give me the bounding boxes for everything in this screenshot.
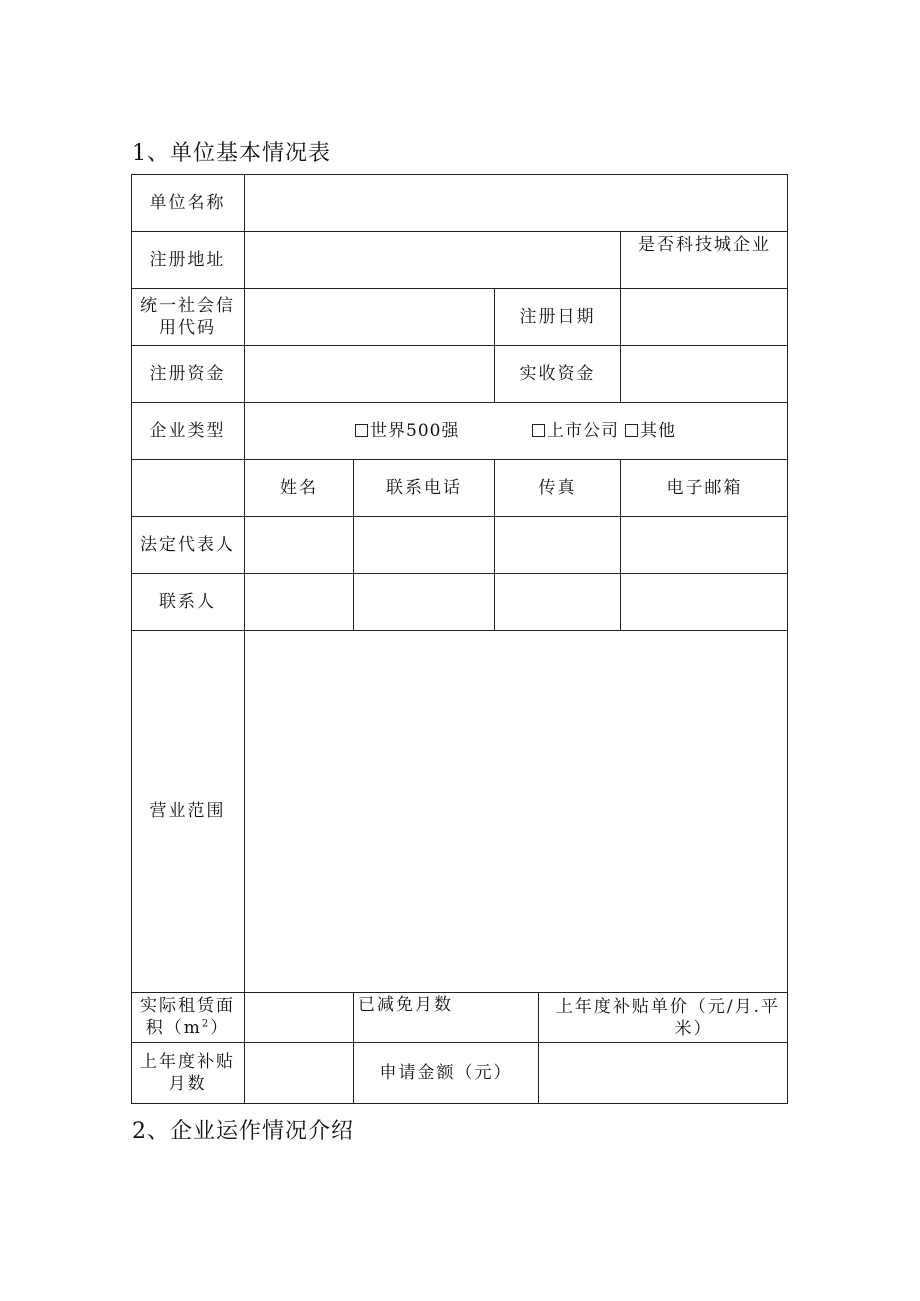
- reg-address-label: 注册地址: [149, 249, 226, 270]
- option-listed-company[interactable]: 上市公司: [532, 420, 619, 442]
- rent-area-label: [131, 992, 244, 1042]
- business-scope-field[interactable]: [245, 630, 788, 992]
- legal-rep-label: 法定代表人: [140, 534, 235, 555]
- unit-name-field[interactable]: [245, 174, 788, 231]
- contact-name-field[interactable]: [245, 573, 353, 630]
- legal-rep-email-field[interactable]: [621, 516, 788, 573]
- subsidy-price-label-line1: 上年度补贴单价（元/月.平: [555, 997, 780, 1017]
- paid-capital-label: 实收资金: [519, 363, 596, 384]
- subsidy-price-label: [539, 992, 788, 1042]
- legal-rep-name-field[interactable]: [245, 516, 353, 573]
- contact-fax-field[interactable]: [495, 573, 620, 630]
- option-other[interactable]: 其他: [625, 420, 676, 442]
- last-year-months-label-line2: 月数: [168, 1074, 207, 1094]
- header-name: 姓名: [280, 477, 318, 498]
- header-email: 电子邮箱: [666, 477, 743, 498]
- apply-amount-field[interactable]: [539, 1042, 788, 1104]
- contact-person-label: 联系人: [159, 591, 216, 612]
- section-title-operation: 2、企业运作情况介绍: [132, 1119, 354, 1144]
- unit-name-label: 单位名称: [149, 192, 226, 213]
- rent-area-field[interactable]: [245, 992, 353, 1042]
- listed-company-checkbox[interactable]: [532, 424, 545, 437]
- legal-rep-phone-field[interactable]: [354, 516, 494, 573]
- other-checkbox[interactable]: [625, 424, 638, 437]
- last-year-months-field[interactable]: [245, 1042, 353, 1104]
- reg-capital-label: 注册资金: [149, 363, 226, 384]
- contact-header-blank: [131, 459, 244, 516]
- last-year-months-label-line1: 上年度补贴: [140, 1052, 235, 1072]
- contact-email-field[interactable]: [621, 573, 788, 630]
- credit-code-field[interactable]: [245, 288, 494, 345]
- contact-phone-field[interactable]: [354, 573, 494, 630]
- reg-capital-field[interactable]: [245, 345, 494, 402]
- rent-area-label-line1: 实际租赁面: [140, 996, 235, 1016]
- last-year-months-label: [131, 1042, 244, 1104]
- apply-amount-label: 申请金额（元）: [379, 1063, 513, 1083]
- section-title-basic-info: 1、单位基本情况表: [132, 141, 331, 166]
- enterprise-type-options: [245, 402, 788, 459]
- reg-date-label: 注册日期: [519, 306, 596, 327]
- fortune-500-checkbox[interactable]: [355, 424, 368, 437]
- legal-rep-fax-field[interactable]: [495, 516, 620, 573]
- paid-capital-field[interactable]: [621, 345, 788, 402]
- business-scope-label: 营业范围: [149, 801, 226, 821]
- reg-address-field[interactable]: [245, 231, 620, 288]
- enterprise-type-label: 企业类型: [149, 420, 226, 441]
- header-fax: 传真: [538, 477, 577, 498]
- rent-area-label-line2: 积$(m^2)$: [145, 1018, 230, 1038]
- credit-code-label: [131, 288, 244, 345]
- credit-code-label-line2: 用代码: [159, 317, 216, 338]
- is-tech-city-label: 是否科技城企业: [638, 235, 771, 255]
- option-fortune-500[interactable]: 世界500强: [355, 420, 459, 442]
- reg-date-field[interactable]: [621, 288, 788, 345]
- credit-code-label-line1: 统一社会信: [140, 295, 235, 316]
- reduced-months-label: 已减免月数: [358, 995, 453, 1015]
- subsidy-price-label-line2: 米）: [674, 1019, 713, 1039]
- header-phone: 联系电话: [386, 477, 462, 498]
